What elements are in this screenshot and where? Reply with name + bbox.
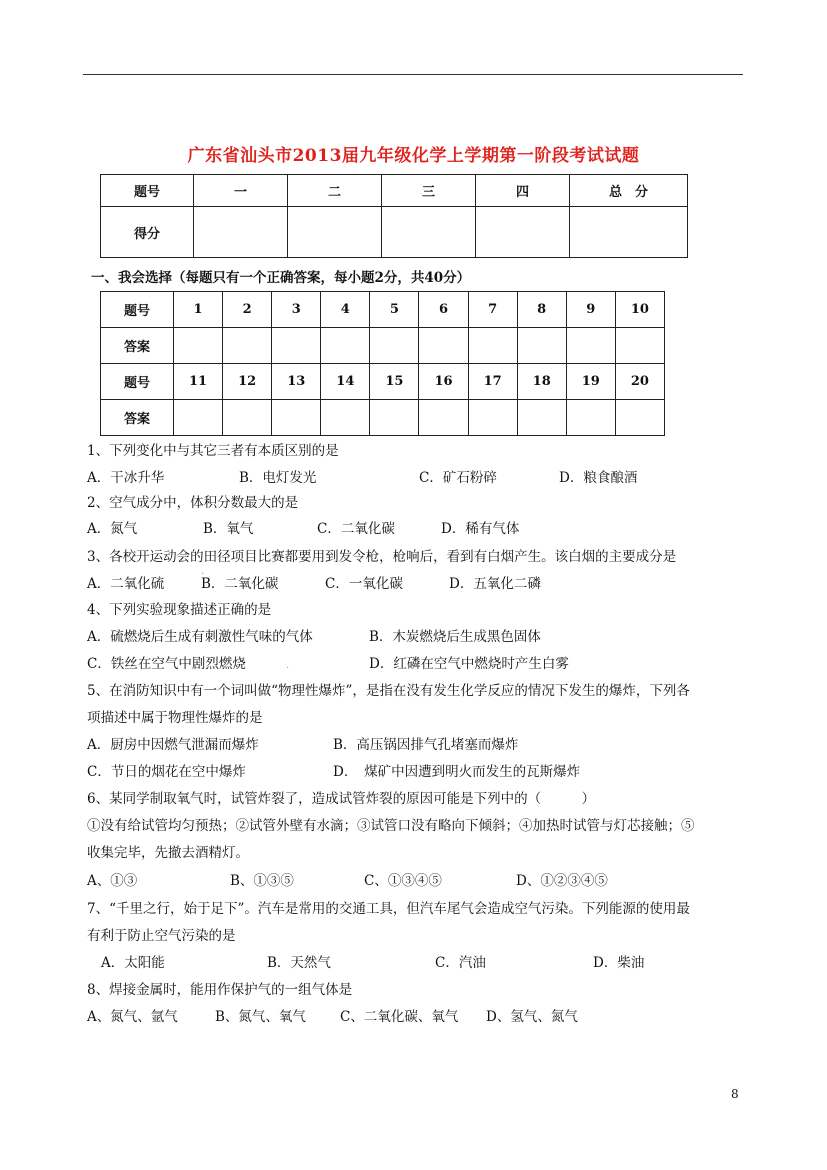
header-rule: [83, 74, 743, 75]
question-3-stem: 3、各校开运动会的田径项目比赛都要用到发令枪，枪响后，看到有白烟产生。该白烟的主要成分是: [87, 549, 677, 565]
answer-cell[interactable]: [174, 400, 223, 436]
answer-label: 答案: [101, 328, 174, 364]
score-cell[interactable]: [382, 207, 476, 258]
question-number: 1: [174, 292, 223, 328]
question-7-options: [101, 954, 644, 972]
score-row-label: 得分: [101, 207, 194, 258]
question-3-options: [87, 575, 541, 593]
question-8-stem: 8、焊接金属时，能用作保护气的一组气体是: [87, 982, 353, 998]
answer-cell[interactable]: [566, 328, 615, 364]
answer-cell[interactable]: [517, 328, 566, 364]
option-b: B．木炭燃烧后生成黑色固体: [369, 629, 541, 645]
question-1-stem: 1、下列变化中与其它三者有本质区别的是: [87, 443, 339, 459]
option-b: B．二氧化碳: [201, 576, 279, 592]
answer-cell[interactable]: [321, 400, 370, 436]
option-c: C．汽油: [435, 955, 486, 971]
answer-cell[interactable]: [370, 400, 419, 436]
question-number: 10: [615, 292, 664, 328]
stray-dot-mark: .: [201, 566, 205, 577]
question-number: 20: [615, 364, 664, 400]
question-number: 14: [321, 364, 370, 400]
answer-cell[interactable]: [468, 328, 517, 364]
option-a: A．厨房中因燃气泄漏而爆炸: [87, 737, 259, 753]
option-d: D、氢气、氮气: [486, 1009, 578, 1025]
answer-cell[interactable]: [468, 400, 517, 436]
answer-cell[interactable]: [419, 328, 468, 364]
option-c: C．矿石粉碎: [419, 470, 497, 486]
question-number: 9: [566, 292, 615, 328]
option-d: D．粮食酿酒: [559, 470, 638, 486]
option-d: D．柴油: [593, 955, 645, 971]
score-header-cell: 总 分: [570, 175, 688, 207]
option-b: B．高压锅因排气孔堵塞而爆炸: [333, 737, 519, 753]
answer-num-label: 题号: [101, 364, 174, 400]
answer-label: 答案: [101, 400, 174, 436]
question-5-stem-cont: 项描述中属于物理性爆炸的是: [87, 710, 263, 726]
answer-cell[interactable]: [615, 400, 664, 436]
question-number: 17: [468, 364, 517, 400]
question-1-options: [87, 469, 747, 487]
answer-cell[interactable]: [615, 328, 664, 364]
question-5-options-row2: [87, 763, 580, 781]
question-number: 18: [517, 364, 566, 400]
question-number: 4: [321, 292, 370, 328]
answer-cell[interactable]: [223, 328, 272, 364]
option-c: C．铁丝在空气中剧烈燃烧: [87, 656, 246, 672]
question-5-stem: 5、在消防知识中有一个词叫做“物理性爆炸”，是指在没有发生化学反应的情况下发生的爆炸，下列各: [87, 683, 690, 699]
section-heading: 一、我会选择（每题只有一个正确答案，每小题2分，共40分）: [91, 270, 471, 286]
question-4-stem: 4、下列实验现象描述正确的是: [87, 602, 272, 618]
question-6-detail-cont: 收集完毕，先撤去酒精灯。: [87, 845, 249, 861]
answer-cell[interactable]: [272, 328, 321, 364]
question-number: 11: [174, 364, 223, 400]
answer-table: [100, 291, 665, 436]
question-4-options-row1: [87, 628, 541, 646]
option-d: D、①②③④⑤: [516, 873, 608, 889]
question-7-stem: 7、“千里之行，始于足下”。汽车是常用的交通工具，但汽车尾气会造成空气污染。下列能源的使用最: [87, 901, 690, 917]
option-b: B、氮气、氧气: [215, 1009, 306, 1025]
option-c: C．二氧化碳: [317, 521, 395, 537]
option-d: D．稀有气体: [441, 521, 520, 537]
question-number: 7: [468, 292, 517, 328]
answer-cell[interactable]: [419, 400, 468, 436]
question-number: 2: [223, 292, 272, 328]
score-cell[interactable]: [476, 207, 570, 258]
answer-cell[interactable]: [566, 400, 615, 436]
option-a: A、①③: [87, 873, 138, 889]
option-a: A．二氧化硫: [87, 576, 165, 592]
score-header-cell: 三: [382, 175, 476, 207]
stray-dot-mark: .: [286, 660, 290, 671]
option-b: B．电灯发光: [239, 470, 317, 486]
score-header-cell: 二: [288, 175, 382, 207]
option-c: C．节日的烟花在空中爆炸: [87, 764, 246, 780]
answer-num-label: 题号: [101, 292, 174, 328]
question-number: 3: [272, 292, 321, 328]
option-c: C、①③④⑤: [364, 873, 442, 889]
question-number: 6: [419, 292, 468, 328]
score-cell[interactable]: [288, 207, 382, 258]
question-4-options-row2: [87, 655, 569, 673]
question-6-detail: ①没有给试管均匀预热；②试管外壁有水滴；③试管口没有略向下倾斜；④加热时试管与灯芯接触；⑤: [87, 818, 695, 834]
answer-cell[interactable]: [223, 400, 272, 436]
score-header-cell: 一: [194, 175, 288, 207]
question-8-options: [87, 1008, 578, 1026]
question-number: 5: [370, 292, 419, 328]
question-number: 15: [370, 364, 419, 400]
score-cell[interactable]: [194, 207, 288, 258]
answer-cell[interactable]: [321, 328, 370, 364]
option-a: A．干冰升华: [87, 470, 165, 486]
question-number: 19: [566, 364, 615, 400]
question-6-options: [87, 872, 608, 890]
option-a: A、氮气、氩气: [87, 1009, 178, 1025]
answer-cell[interactable]: [174, 328, 223, 364]
option-b: B．氧气: [203, 521, 254, 537]
page-title: 广东省汕头市2013届九年级化学上学期第一阶段考试试题: [187, 146, 640, 166]
option-d: D．红磷在空气中燃烧时产生白雾: [369, 656, 569, 672]
question-5-options-row1: [87, 736, 518, 754]
question-2-options: [87, 520, 519, 538]
score-table: [100, 174, 688, 258]
question-6-stem: 6、某同学制取氧气时，试管炸裂了，造成试管炸裂的原因可能是下列中的（ ）: [87, 791, 596, 807]
option-d: D．五氧化二磷: [449, 576, 541, 592]
option-a: A．氮气: [87, 521, 138, 537]
score-header-cell: 四: [476, 175, 570, 207]
score-header-cell: 题号: [101, 175, 194, 207]
option-b: B、①③⑤: [230, 873, 294, 889]
option-c: C．一氧化碳: [325, 576, 403, 592]
score-cell[interactable]: [570, 207, 688, 258]
option-a: A．太阳能: [101, 955, 165, 971]
question-number: 13: [272, 364, 321, 400]
question-number: 8: [517, 292, 566, 328]
answer-cell[interactable]: [517, 400, 566, 436]
question-number: 12: [223, 364, 272, 400]
question-number: 16: [419, 364, 468, 400]
option-c: C、二氧化碳、氧气: [340, 1009, 459, 1025]
page-number: 8: [731, 1087, 739, 1101]
answer-cell[interactable]: [272, 400, 321, 436]
answer-cell[interactable]: [370, 328, 419, 364]
question-7-stem-cont: 有利于防止空气污染的是: [87, 928, 236, 944]
option-b: B．天然气: [267, 955, 331, 971]
option-d: D． 煤矿中因遭到明火而发生的瓦斯爆炸: [333, 764, 581, 780]
question-2-stem: 2、空气成分中，体积分数最大的是: [87, 495, 299, 511]
option-a: A．硫燃烧后生成有刺激性气味的气体: [87, 629, 313, 645]
